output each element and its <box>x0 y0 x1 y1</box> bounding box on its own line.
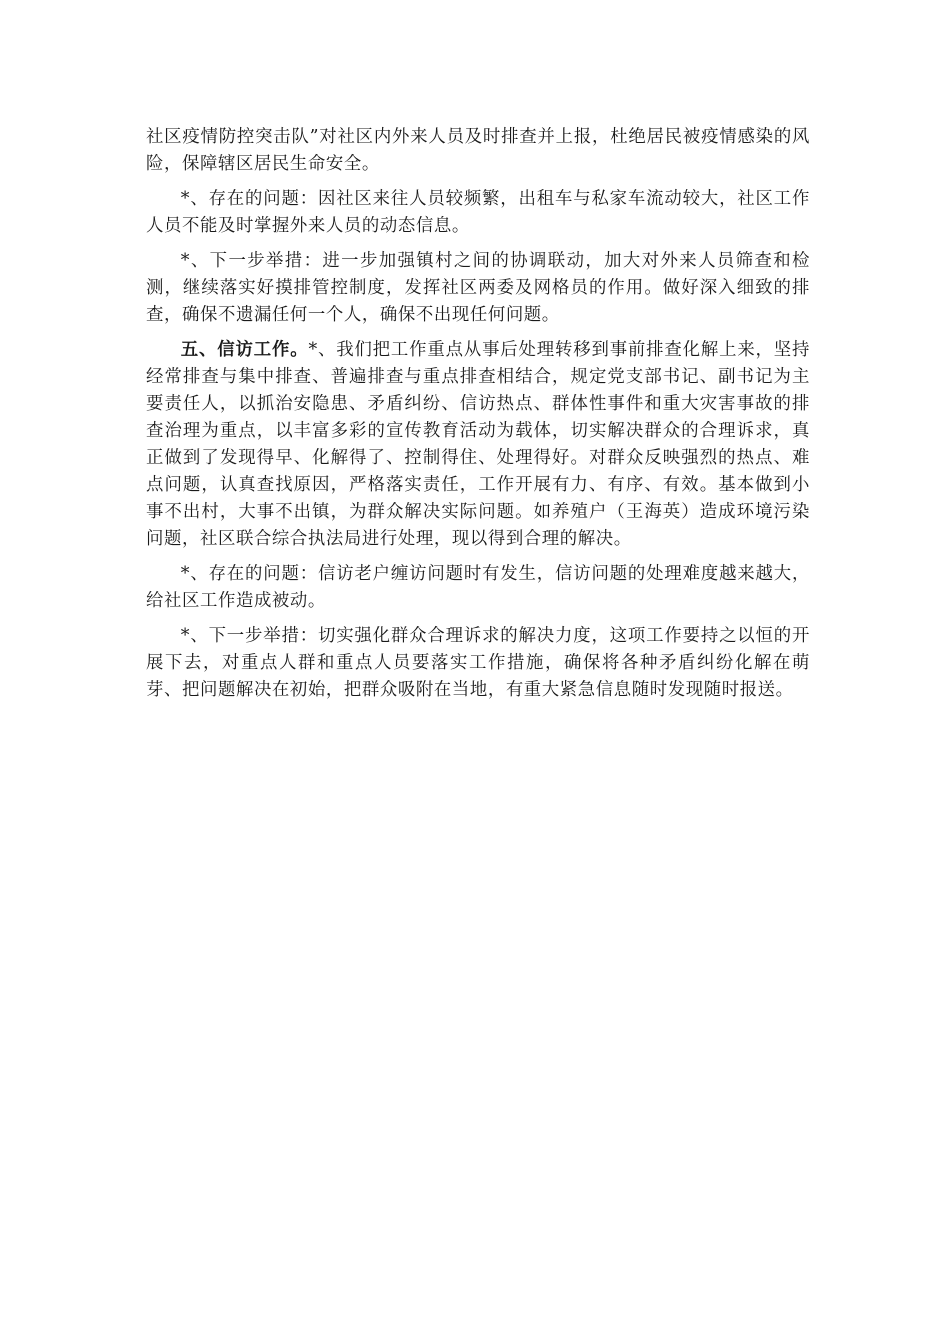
paragraph-section-five <box>146 337 810 553</box>
paragraph-text: *、下一步举措：切实强化群众合理诉求的解决力度，这项工作要持之以恒的开展下去，对重点人群和重点人员要落实工作措施，确保将各种矛盾纠纷化解在萌芽、把问题解决在初始，把群众吸附在当地，有重大紧急信息随时发现随时报送。 <box>146 626 810 700</box>
paragraph-text: *、下一步举措：进一步加强镇村之间的协调联动，加大对外来人员筛查和检测，继续落实好摸排管控制度，发挥社区两委及网格员的作用。做好深入细致的排查，确保不遗漏任何一个人，确保不出现任何问题。 <box>146 251 810 325</box>
paragraph-existing-problem-2 <box>146 561 810 615</box>
paragraph-text: *、存在的问题：因社区来往人员较频繁，出租车与私家车流动较大，社区工作人员不能及时掌握外来人员的动态信息。 <box>146 189 810 236</box>
paragraph-continuation <box>146 124 810 178</box>
paragraph-text: 社区疫情防控突击队”对社区内外来人员及时排查并上报，杜绝居民被疫情感染的风险，保障辖区居民生命安全。 <box>146 127 810 174</box>
paragraph-text: *、我们把工作重点从事后处理转移到事前排查化解上来，坚持经常排查与集中排查、普遍排查与重点排查相结合，规定党支部书记、副书记为主要责任人，以抓治安隐患、矛盾纠纷、信访热点、群体性事件和重大灾害事故的排查治理为重点，以丰富多彩的宣传教育活动为载体，切实解决群众的合理诉求，真正做到了发现得早、化解得了、控制得住、处理得好。对群众反映强烈的热点、难点问题，认真查找原因，严格落实责任，工作开展有力、有序、有效。基本做到小事不出村，大事不出镇，为群众解决实际问题。如养殖户（王海英）造成环境污染问题，社区联合综合执法局进行处理，现以得到合理的解决。 <box>146 340 811 549</box>
paragraph-next-steps-2 <box>146 623 810 704</box>
document-body <box>146 124 810 712</box>
paragraph-text: *、存在的问题：信访老户缠访问题时有发生，信访问题的处理难度越来越大，给社区工作造成被动。 <box>146 564 810 611</box>
paragraph-existing-problem-1 <box>146 186 810 240</box>
section-heading: 五、信访工作。 <box>180 340 309 360</box>
paragraph-next-steps-1 <box>146 248 810 329</box>
